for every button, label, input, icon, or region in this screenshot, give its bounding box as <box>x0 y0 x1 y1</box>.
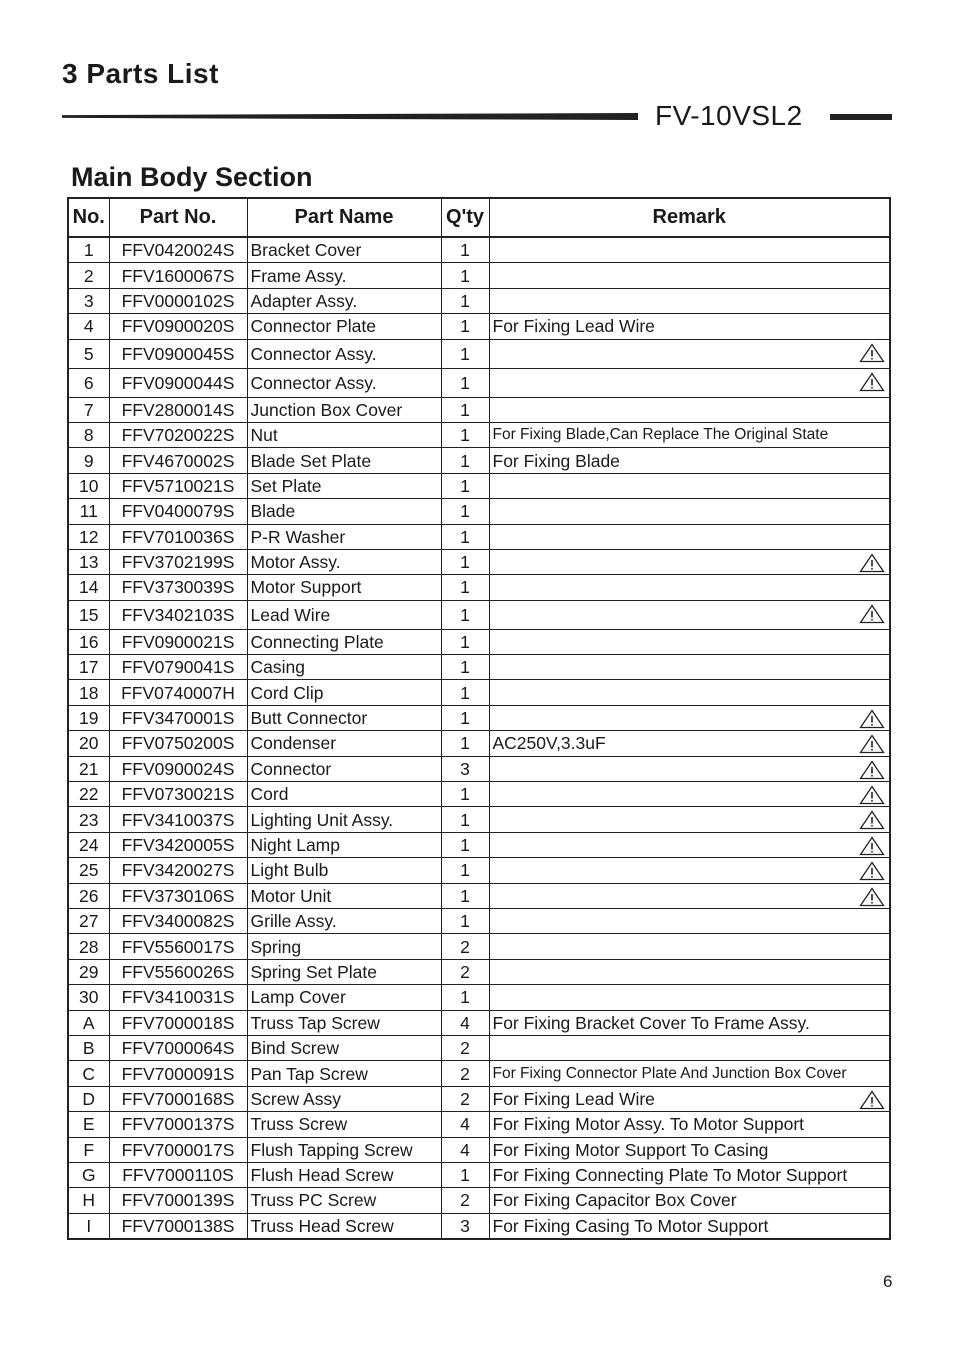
cell-no: 5 <box>68 339 109 368</box>
col-header-part-no: Part No. <box>109 198 247 237</box>
table-row <box>68 422 890 447</box>
cell-remark <box>489 1061 890 1086</box>
cell-part-no: FFV7000168S <box>109 1086 247 1111</box>
table-row <box>68 756 890 781</box>
cell-no: 26 <box>68 883 109 908</box>
cell-qty: 1 <box>441 807 489 832</box>
cell-remark <box>489 314 890 339</box>
warning-triangle-icon <box>859 810 885 830</box>
table-row <box>68 883 890 908</box>
cell-no: D <box>68 1086 109 1111</box>
table-row <box>68 908 890 933</box>
remark-text: For Fixing Connecting Plate To Motor Support <box>492 1165 848 1186</box>
cell-part-no: FFV7000064S <box>109 1035 247 1060</box>
cell-part-name: Screw Assy <box>247 1086 441 1111</box>
cell-part-no: FFV0900024S <box>109 756 247 781</box>
cell-remark <box>489 959 890 984</box>
cell-part-no: FFV7000091S <box>109 1061 247 1086</box>
page-number: 6 <box>883 1272 893 1291</box>
warning-triangle-icon <box>859 734 885 754</box>
cell-part-no: FFV0740007H <box>109 680 247 705</box>
cell-qty: 1 <box>441 985 489 1010</box>
cell-qty: 4 <box>441 1112 489 1137</box>
cell-qty: 1 <box>441 499 489 524</box>
cell-part-name: Grille Assy. <box>247 908 441 933</box>
col-header-remark: Remark <box>489 198 890 237</box>
page-title: 3 Parts List <box>62 58 219 89</box>
cell-part-no: FFV3730039S <box>109 575 247 600</box>
cell-qty: 1 <box>441 368 489 397</box>
section-title: Main Body Section <box>71 162 313 192</box>
cell-qty: 1 <box>441 1162 489 1187</box>
table-row <box>68 1137 890 1162</box>
cell-no: 2 <box>68 263 109 288</box>
table-row <box>68 1112 890 1137</box>
cell-remark <box>489 237 890 263</box>
header-rule-left <box>62 113 638 120</box>
cell-no: 16 <box>68 629 109 654</box>
cell-no: 19 <box>68 705 109 730</box>
table-row <box>68 629 890 654</box>
cell-qty: 2 <box>441 934 489 959</box>
cell-no: 14 <box>68 575 109 600</box>
cell-remark <box>489 858 890 883</box>
cell-part-no: FFV4670002S <box>109 448 247 473</box>
cell-part-no: FFV7000138S <box>109 1213 247 1239</box>
warning-triangle-icon <box>859 861 885 881</box>
cell-no: 17 <box>68 655 109 680</box>
cell-no: 30 <box>68 985 109 1010</box>
cell-qty: 2 <box>441 1061 489 1086</box>
table-row <box>68 731 890 756</box>
cell-qty: 1 <box>441 339 489 368</box>
cell-qty: 1 <box>441 422 489 447</box>
cell-part-no: FFV3420027S <box>109 858 247 883</box>
cell-qty: 1 <box>441 448 489 473</box>
cell-part-name: Spring Set Plate <box>247 959 441 984</box>
cell-part-no: FFV0400079S <box>109 499 247 524</box>
cell-part-name: Junction Box Cover <box>247 397 441 422</box>
cell-qty: 3 <box>441 756 489 781</box>
warning-triangle-icon <box>859 709 885 729</box>
cell-remark <box>489 1035 890 1060</box>
warning-triangle-icon <box>859 760 885 780</box>
warning-triangle-icon <box>859 887 885 907</box>
cell-part-name: Connecting Plate <box>247 629 441 654</box>
cell-remark <box>489 908 890 933</box>
cell-part-name: Pan Tap Screw <box>247 1061 441 1086</box>
cell-no: A <box>68 1010 109 1035</box>
table-row <box>68 448 890 473</box>
warning-triangle-icon <box>859 372 885 392</box>
cell-remark <box>489 807 890 832</box>
table-header-row <box>68 198 890 237</box>
cell-part-name: Bracket Cover <box>247 237 441 263</box>
table-row <box>68 314 890 339</box>
cell-part-no: FFV0900020S <box>109 314 247 339</box>
table-row <box>68 600 890 629</box>
remark-text: For Fixing Blade,Can Replace The Original State <box>492 426 829 444</box>
cell-part-no: FFV7020022S <box>109 422 247 447</box>
cell-part-name: Truss Head Screw <box>247 1213 441 1239</box>
cell-remark <box>489 1162 890 1187</box>
cell-part-name: Flush Head Screw <box>247 1162 441 1187</box>
cell-qty: 1 <box>441 883 489 908</box>
model-number: FV-10VSL2 <box>655 100 803 131</box>
cell-part-no: FFV0900045S <box>109 339 247 368</box>
table-row <box>68 473 890 498</box>
cell-no: 9 <box>68 448 109 473</box>
cell-remark <box>489 629 890 654</box>
cell-remark <box>489 1086 890 1111</box>
table-row <box>68 858 890 883</box>
cell-part-no: FFV1600067S <box>109 263 247 288</box>
cell-part-name: Nut <box>247 422 441 447</box>
cell-remark <box>489 448 890 473</box>
cell-no: 22 <box>68 782 109 807</box>
cell-part-name: Butt Connector <box>247 705 441 730</box>
table-row <box>68 1010 890 1035</box>
cell-part-no: FFV5560017S <box>109 934 247 959</box>
cell-part-no: FFV3702199S <box>109 549 247 574</box>
table-row <box>68 832 890 857</box>
cell-no: I <box>68 1213 109 1239</box>
cell-part-name: Truss Tap Screw <box>247 1010 441 1035</box>
cell-part-name: Motor Unit <box>247 883 441 908</box>
warning-triangle-icon <box>859 553 885 573</box>
cell-qty: 1 <box>441 680 489 705</box>
cell-no: C <box>68 1061 109 1086</box>
table-row <box>68 1213 890 1239</box>
cell-no: 3 <box>68 288 109 313</box>
cell-remark <box>489 705 890 730</box>
cell-part-name: Motor Assy. <box>247 549 441 574</box>
cell-no: 27 <box>68 908 109 933</box>
cell-part-name: Casing <box>247 655 441 680</box>
cell-qty: 1 <box>441 655 489 680</box>
cell-remark <box>489 1112 890 1137</box>
table-row <box>68 959 890 984</box>
cell-part-no: FFV3410031S <box>109 985 247 1010</box>
cell-qty: 1 <box>441 237 489 263</box>
cell-remark <box>489 1137 890 1162</box>
cell-remark <box>489 1213 890 1239</box>
table-row <box>68 575 890 600</box>
cell-remark <box>489 422 890 447</box>
cell-qty: 4 <box>441 1010 489 1035</box>
cell-no: G <box>68 1162 109 1187</box>
table-row <box>68 1061 890 1086</box>
table-row <box>68 1188 890 1213</box>
cell-remark <box>489 934 890 959</box>
cell-qty: 4 <box>441 1137 489 1162</box>
cell-qty: 1 <box>441 908 489 933</box>
cell-no: H <box>68 1188 109 1213</box>
table-row <box>68 549 890 574</box>
cell-part-name: Light Bulb <box>247 858 441 883</box>
cell-part-name: Blade <box>247 499 441 524</box>
cell-part-name: Cord <box>247 782 441 807</box>
cell-qty: 1 <box>441 524 489 549</box>
cell-no: 28 <box>68 934 109 959</box>
remark-text: For Fixing Casing To Motor Support <box>492 1215 769 1236</box>
cell-part-no: FFV7010036S <box>109 524 247 549</box>
table-row <box>68 1162 890 1187</box>
cell-no: 8 <box>68 422 109 447</box>
cell-remark <box>489 339 890 368</box>
cell-remark <box>489 499 890 524</box>
cell-remark <box>489 832 890 857</box>
cell-qty: 1 <box>441 782 489 807</box>
cell-part-name: Connector Assy. <box>247 339 441 368</box>
cell-part-name: Adapter Assy. <box>247 288 441 313</box>
remark-text: For Fixing Lead Wire <box>492 1088 655 1109</box>
table-row <box>68 782 890 807</box>
col-header-part-name: Part Name <box>247 198 441 237</box>
cell-part-no: FFV5710021S <box>109 473 247 498</box>
cell-qty: 1 <box>441 397 489 422</box>
cell-no: 15 <box>68 600 109 629</box>
table-row <box>68 499 890 524</box>
warning-triangle-icon <box>859 836 885 856</box>
table-row <box>68 934 890 959</box>
cell-part-no: FFV3420005S <box>109 832 247 857</box>
cell-remark <box>489 397 890 422</box>
cell-part-no: FFV3400082S <box>109 908 247 933</box>
cell-remark <box>489 549 890 574</box>
cell-remark <box>489 731 890 756</box>
remark-text: For Fixing Lead Wire <box>492 316 655 337</box>
cell-remark <box>489 756 890 781</box>
cell-no: 18 <box>68 680 109 705</box>
cell-part-no: FFV7000110S <box>109 1162 247 1187</box>
col-header-qty: Q'ty <box>441 198 489 237</box>
cell-part-name: P-R Washer <box>247 524 441 549</box>
cell-part-no: FFV0420024S <box>109 237 247 263</box>
cell-part-no: FFV3402103S <box>109 600 247 629</box>
cell-no: 24 <box>68 832 109 857</box>
cell-remark <box>489 985 890 1010</box>
cell-remark <box>489 600 890 629</box>
remark-text: For Fixing Bracket Cover To Frame Assy. <box>492 1012 810 1033</box>
cell-part-name: Lead Wire <box>247 600 441 629</box>
cell-qty: 1 <box>441 858 489 883</box>
col-header-no: No. <box>68 198 109 237</box>
table-row <box>68 263 890 288</box>
table-row <box>68 985 890 1010</box>
cell-no: 11 <box>68 499 109 524</box>
warning-triangle-icon <box>859 604 885 624</box>
cell-part-no: FFV0000102S <box>109 288 247 313</box>
cell-no: 13 <box>68 549 109 574</box>
cell-qty: 1 <box>441 314 489 339</box>
cell-qty: 1 <box>441 600 489 629</box>
cell-part-no: FFV0900044S <box>109 368 247 397</box>
remark-text: For Fixing Capacitor Box Cover <box>492 1190 737 1211</box>
cell-part-no: FFV7000018S <box>109 1010 247 1035</box>
cell-no: 21 <box>68 756 109 781</box>
cell-part-name: Connector <box>247 756 441 781</box>
cell-part-no: FFV5560026S <box>109 959 247 984</box>
cell-part-name: Night Lamp <box>247 832 441 857</box>
cell-remark <box>489 473 890 498</box>
cell-qty: 1 <box>441 263 489 288</box>
table-row <box>68 339 890 368</box>
table-row <box>68 397 890 422</box>
table-row <box>68 288 890 313</box>
cell-remark <box>489 680 890 705</box>
cell-remark <box>489 524 890 549</box>
cell-qty: 1 <box>441 629 489 654</box>
remark-text: For Fixing Motor Support To Casing <box>492 1139 769 1160</box>
warning-triangle-icon <box>859 1090 885 1110</box>
cell-remark <box>489 288 890 313</box>
cell-remark <box>489 782 890 807</box>
cell-qty: 1 <box>441 832 489 857</box>
table-row <box>68 705 890 730</box>
warning-triangle-icon <box>859 343 885 363</box>
cell-no: 1 <box>68 237 109 263</box>
cell-part-no: FFV7000139S <box>109 1188 247 1213</box>
remark-text: For Fixing Connector Plate And Junction Box Cover <box>492 1064 847 1082</box>
table-row <box>68 680 890 705</box>
cell-part-no: FFV0900021S <box>109 629 247 654</box>
cell-qty: 2 <box>441 959 489 984</box>
cell-no: 29 <box>68 959 109 984</box>
cell-no: F <box>68 1137 109 1162</box>
cell-part-name: Frame Assy. <box>247 263 441 288</box>
cell-part-name: Flush Tapping Screw <box>247 1137 441 1162</box>
cell-part-no: FFV3410037S <box>109 807 247 832</box>
cell-part-no: FFV0750200S <box>109 731 247 756</box>
cell-part-no: FFV3470001S <box>109 705 247 730</box>
remark-text: For Fixing Blade <box>492 450 620 471</box>
table-row <box>68 368 890 397</box>
cell-no: 12 <box>68 524 109 549</box>
warning-triangle-icon <box>859 785 885 805</box>
cell-part-name: Cord Clip <box>247 680 441 705</box>
cell-part-no: FFV7000137S <box>109 1112 247 1137</box>
cell-qty: 1 <box>441 288 489 313</box>
cell-no: 20 <box>68 731 109 756</box>
cell-part-name: Connector Plate <box>247 314 441 339</box>
cell-part-no: FFV3730106S <box>109 883 247 908</box>
cell-qty: 1 <box>441 705 489 730</box>
cell-remark <box>489 1188 890 1213</box>
cell-part-name: Motor Support <box>247 575 441 600</box>
cell-qty: 1 <box>441 731 489 756</box>
cell-part-no: FFV0730021S <box>109 782 247 807</box>
cell-remark <box>489 655 890 680</box>
cell-remark <box>489 575 890 600</box>
table-row <box>68 1035 890 1060</box>
cell-no: 10 <box>68 473 109 498</box>
remark-text: For Fixing Motor Assy. To Motor Support <box>492 1114 805 1135</box>
parts-table <box>67 197 891 1240</box>
cell-part-name: Truss Screw <box>247 1112 441 1137</box>
cell-no: 4 <box>68 314 109 339</box>
cell-part-name: Condenser <box>247 731 441 756</box>
table-row <box>68 807 890 832</box>
cell-qty: 1 <box>441 473 489 498</box>
cell-no: 25 <box>68 858 109 883</box>
cell-part-name: Lighting Unit Assy. <box>247 807 441 832</box>
remark-text: AC250V,3.3uF <box>492 733 606 754</box>
cell-part-name: Bind Screw <box>247 1035 441 1060</box>
cell-part-no: FFV0790041S <box>109 655 247 680</box>
cell-part-no: FFV7000017S <box>109 1137 247 1162</box>
table-row <box>68 237 890 263</box>
cell-part-no: FFV2800014S <box>109 397 247 422</box>
cell-qty: 1 <box>441 549 489 574</box>
header-rule-right <box>830 114 892 120</box>
cell-no: B <box>68 1035 109 1060</box>
cell-part-name: Blade Set Plate <box>247 448 441 473</box>
cell-part-name: Set Plate <box>247 473 441 498</box>
cell-remark <box>489 368 890 397</box>
table-row <box>68 655 890 680</box>
cell-part-name: Spring <box>247 934 441 959</box>
cell-no: 23 <box>68 807 109 832</box>
cell-qty: 2 <box>441 1188 489 1213</box>
table-row <box>68 524 890 549</box>
cell-qty: 2 <box>441 1035 489 1060</box>
cell-remark <box>489 263 890 288</box>
cell-part-name: Connector Assy. <box>247 368 441 397</box>
cell-part-name: Lamp Cover <box>247 985 441 1010</box>
cell-qty: 3 <box>441 1213 489 1239</box>
cell-no: E <box>68 1112 109 1137</box>
cell-qty: 1 <box>441 575 489 600</box>
cell-no: 6 <box>68 368 109 397</box>
cell-no: 7 <box>68 397 109 422</box>
table-row <box>68 1086 890 1111</box>
cell-part-name: Truss PC Screw <box>247 1188 441 1213</box>
cell-remark <box>489 883 890 908</box>
cell-qty: 2 <box>441 1086 489 1111</box>
cell-remark <box>489 1010 890 1035</box>
